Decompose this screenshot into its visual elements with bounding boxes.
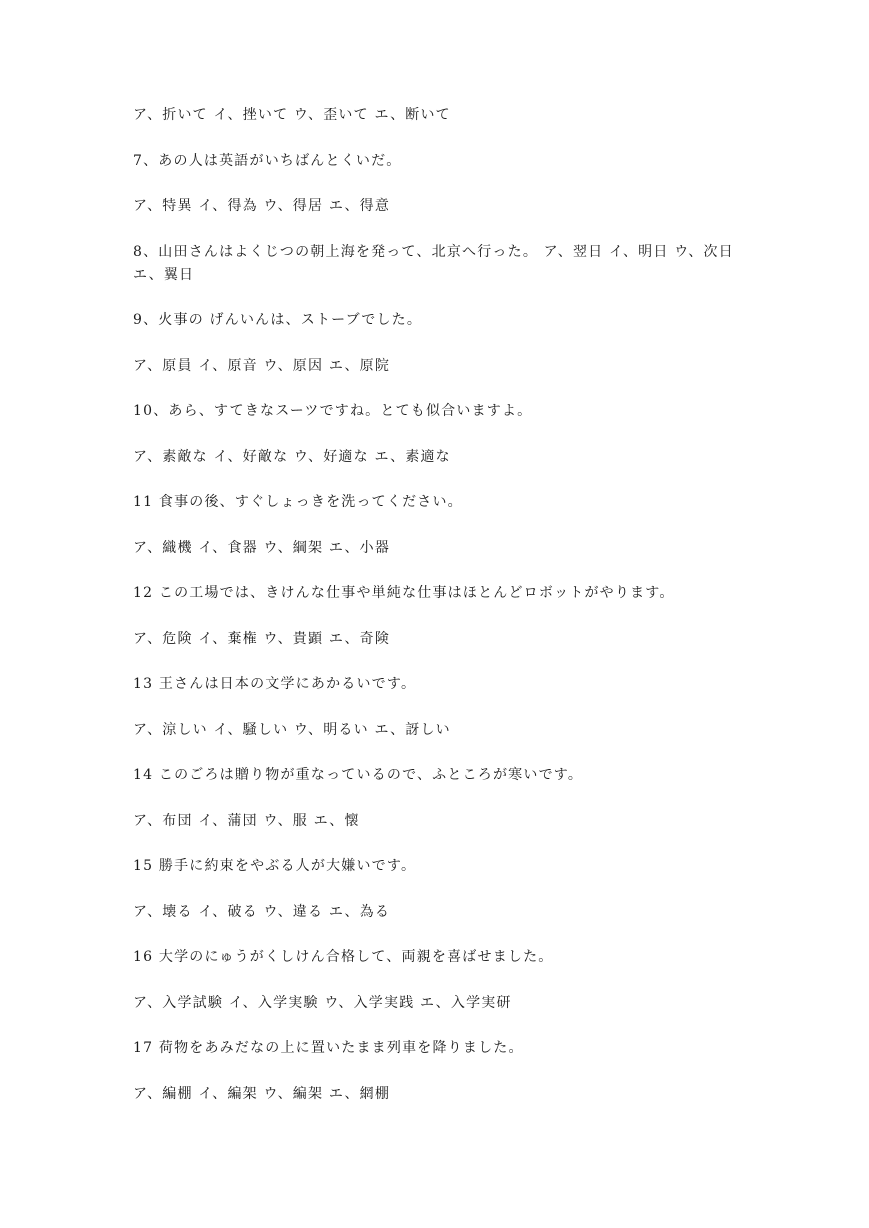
answer-choices-11: ア、織機 イ、食器 ウ、綱架 エ、小器 — [133, 540, 391, 556]
question-13: 13 王さんは日本の文学にあかるいです。 — [133, 676, 417, 692]
question-9: 9、火事の げんいんは、ストーブでした。 — [133, 312, 423, 328]
answer-choices-12: ア、危険 イ、棄権 ウ、貴顕 エ、奇険 — [133, 631, 391, 647]
question-16: 16 大学のにゅうがくしけん合格して、両親を喜ばせました。 — [133, 949, 554, 965]
answer-choices-10: ア、素敵な イ、好敵な ウ、好適な エ、素適な — [133, 449, 451, 465]
question-12: 12 この工場では、きけんな仕事や単純な仕事はほとんどロボットがやります。 — [133, 585, 675, 601]
question-7: 7、あの人は英語がいちばんとくいだ。 — [133, 153, 402, 169]
answer-choices-15: ア、壊る イ、破る ウ、違る エ、為る — [133, 904, 391, 920]
question-14: 14 このごろは贈り物が重なっているので、ふところが寒いです。 — [133, 767, 584, 783]
answer-choices-16: ア、入学試験 イ、入学実験 ウ、入学実践 エ、入学実研 — [133, 995, 512, 1011]
answer-choices-6: ア、折いて イ、挫いて ウ、歪いて エ、断いて — [133, 107, 451, 123]
question-11: 11 食事の後、すぐしょっきを洗ってください。 — [133, 494, 463, 510]
answer-choices-17: ア、編棚 イ、編架 ウ、編架 エ、網棚 — [133, 1086, 391, 1102]
question-15: 15 勝手に約束をやぶる人が大嫌いです。 — [133, 858, 417, 874]
answer-choices-14: ア、布団 イ、蒲団 ウ、服 エ、懐 — [133, 813, 360, 829]
question-17: 17 荷物をあみだなの上に置いたまま列車を降りました。 — [133, 1040, 524, 1056]
answer-choices-7: ア、特異 イ、得為 ウ、得居 エ、得意 — [133, 198, 391, 214]
answer-choices-9: ア、原員 イ、原音 ウ、原因 エ、原院 — [133, 358, 391, 374]
question-10: 10、あら、すてきなスーツですね。とても似合いますよ。 — [133, 403, 533, 419]
question-8-with-choices: 8、山田さんはよくじつの朝上海を発って、北京へ行った。 ア、翌日 イ、明日 ウ、次日 エ、翼日 — [133, 244, 740, 283]
answer-choices-13: ア、涼しい イ、騒しい ウ、明るい エ、訝しい — [133, 722, 451, 738]
